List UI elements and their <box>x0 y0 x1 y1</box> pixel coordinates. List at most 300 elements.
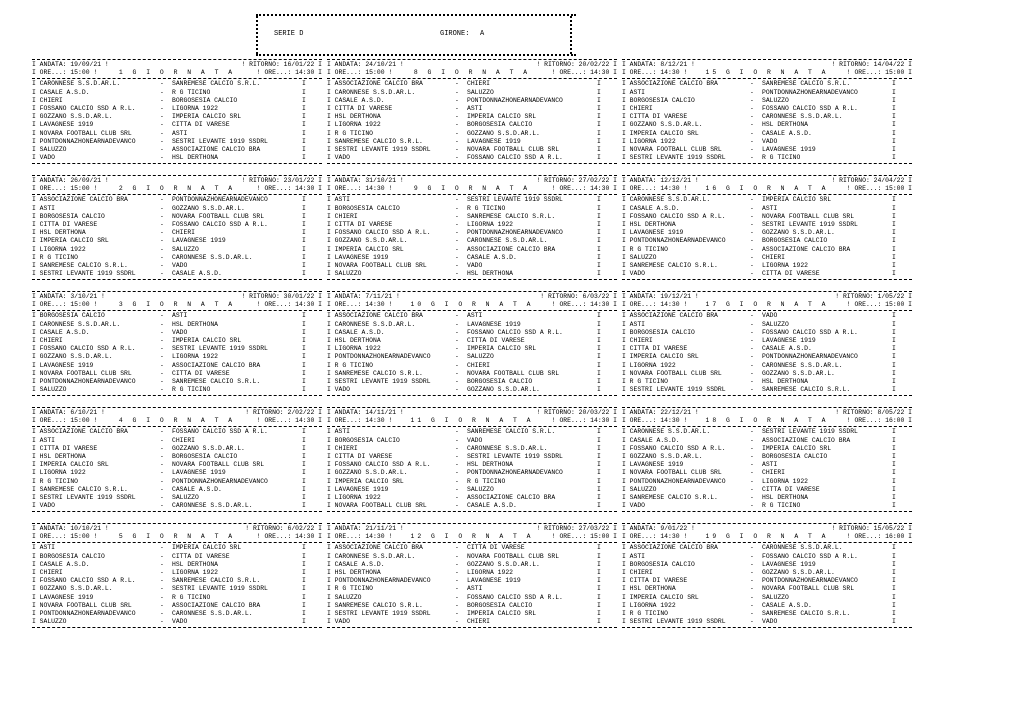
andata-date: I ANDATA: 19/12/21 ! <box>622 293 699 300</box>
row-border: I <box>892 436 896 444</box>
match-row <box>327 237 617 245</box>
away-team: ASTI <box>467 104 483 112</box>
away-team: IMPERIA CALCIO SRL <box>762 444 832 452</box>
giornata-label: 4 G I O R N A T A <box>118 417 236 425</box>
home-team: I CHIERI <box>32 568 63 576</box>
match-dash: - <box>455 80 459 88</box>
away-team: CASALE A.S.D. <box>172 270 222 278</box>
match-row <box>32 544 322 552</box>
home-team: I CITTA DI VARESE <box>622 577 688 585</box>
away-team: SALUZZO <box>467 353 494 361</box>
home-team: I CARONNESE S.S.D.AR.L. <box>327 552 416 560</box>
row-border: I <box>597 436 601 444</box>
row-border: I <box>597 96 601 104</box>
home-team: I LAVAGNESE 1919 <box>32 361 94 369</box>
away-team: LAVAGNESE 1919 <box>172 237 226 245</box>
match-dash: - <box>160 312 164 320</box>
match-dash: - <box>750 436 754 444</box>
andata-date: I ANDATA: 22/12/21 ! <box>622 409 699 416</box>
separator <box>622 511 912 512</box>
row-border: I <box>892 502 896 510</box>
away-team: SESTRI LEVANTE 1919 SSDRL <box>172 137 268 145</box>
match-row <box>32 130 322 138</box>
away-team: LIGORNA 1922 <box>172 353 219 361</box>
row-border: I <box>892 237 896 245</box>
home-team: I LIGORNA 1922 <box>622 361 676 369</box>
row-border: I <box>302 493 306 501</box>
ritorno-date: ! RITORNO: 23/01/22 I <box>241 177 322 184</box>
row-border: I <box>302 577 306 585</box>
match-dash: - <box>455 560 459 568</box>
row-border: I <box>597 113 601 121</box>
home-team: I ASTI <box>327 196 351 204</box>
separator <box>327 175 617 176</box>
match-row <box>327 154 617 162</box>
match-dash: - <box>750 577 754 585</box>
away-team: SANREMESE CALCIO S.R.L. <box>762 80 851 88</box>
giornata-block <box>32 522 322 626</box>
home-team: I SALUZZO <box>327 270 362 278</box>
match-dash: - <box>160 336 164 344</box>
home-team: I SALUZZO <box>622 485 657 493</box>
away-team: CHIERI <box>762 253 786 261</box>
away-team: FOSSANO CALCIO SSD A R.L. <box>172 428 268 436</box>
match-row <box>32 97 322 105</box>
home-team: I BORGOSESIA CALCIO <box>32 552 105 560</box>
away-team: IMPERIA CALCIO SRL <box>467 345 537 353</box>
ore-line <box>327 533 617 541</box>
match-dash: - <box>160 386 164 394</box>
away-team: SESTRI LEVANTE 1919 SSDRL <box>172 585 268 593</box>
row-border: I <box>597 345 601 353</box>
row-border: I <box>892 369 896 377</box>
match-dash: - <box>160 345 164 353</box>
row-border: I <box>892 270 896 278</box>
row-border: I <box>302 154 306 162</box>
away-team: ASTI <box>467 312 483 320</box>
away-team: LIGORNA 1922 <box>467 220 514 228</box>
ritorno-date: ! RITORNO: 20/02/22 I <box>536 61 617 68</box>
home-team: I CARONNESE S.S.D.AR.L. <box>32 320 121 328</box>
row-border: I <box>597 88 601 96</box>
away-team: CARONNESE S.S.D.AR.L. <box>467 444 548 452</box>
giornata-block <box>327 290 617 394</box>
match-row <box>32 445 322 453</box>
home-team: I CARONNESE S.S.D.AR.L. <box>327 88 416 96</box>
match-dash: - <box>750 544 754 552</box>
home-team: I LAVAGNESE 1919 <box>32 121 94 129</box>
row-border: I <box>597 261 601 269</box>
match-dash: - <box>455 436 459 444</box>
home-team: I ASSOCIAZIONE CALCIO BRA <box>622 312 718 320</box>
home-team: I NOVARA FOOTBALL CLUB SRL <box>32 601 132 609</box>
row-border: I <box>892 452 896 460</box>
away-team: NOVARA FOOTBALL CLUB SRL <box>467 552 560 560</box>
match-dash: - <box>750 386 754 394</box>
ore-ritorno: ! ORE...: 14:30 I <box>551 417 617 425</box>
home-team: I CHIERI <box>32 96 63 104</box>
separator <box>622 310 912 311</box>
match-dash: - <box>160 477 164 485</box>
match-row <box>32 321 322 329</box>
match-dash: - <box>160 593 164 601</box>
andata-date: I ANDATA: 31/10/21 ! <box>327 177 404 184</box>
match-dash: - <box>455 320 459 328</box>
match-row <box>622 453 912 461</box>
home-team: I LAVAGNESE 1919 <box>622 229 684 237</box>
row-border: I <box>302 544 306 552</box>
match-dash: - <box>750 345 754 353</box>
title-box-right-border <box>570 16 576 54</box>
row-border: I <box>892 328 896 336</box>
ore-andata: I ORE...: 15:00 ! <box>327 69 393 77</box>
match-row <box>622 229 912 237</box>
home-team: I CHIERI <box>622 336 653 344</box>
match-dash: - <box>160 245 164 253</box>
andata-line <box>622 177 912 185</box>
match-row <box>327 378 617 386</box>
match-row <box>622 121 912 129</box>
home-team: I VADO <box>622 270 646 278</box>
match-row <box>32 312 322 320</box>
separator <box>622 395 912 396</box>
ore-line <box>32 185 322 193</box>
away-team: HSL DERTHONA <box>762 377 809 385</box>
giornata-label: 3 G I O R N A T A <box>118 301 236 309</box>
home-team: I FOSSANO CALCIO SSD A R.L. <box>32 345 136 353</box>
home-team: I LAVAGNESE 1919 <box>327 485 389 493</box>
match-dash: - <box>750 428 754 436</box>
match-row <box>32 80 322 88</box>
match-dash: - <box>160 154 164 162</box>
row-border: I <box>302 261 306 269</box>
away-team: ASSOCIAZIONE CALCIO BRA <box>172 145 261 153</box>
match-row <box>622 362 912 370</box>
row-border: I <box>597 270 601 278</box>
match-row <box>32 478 322 486</box>
home-team: I R G TICINO <box>622 609 669 617</box>
away-team: PONTDONNAZHONEARNADEVANCO <box>762 353 858 361</box>
match-row <box>327 478 617 486</box>
match-dash: - <box>455 544 459 552</box>
row-border: I <box>597 618 601 626</box>
home-team: I CHIERI <box>622 568 653 576</box>
match-dash: - <box>160 88 164 96</box>
home-team: I HSL DERTHONA <box>327 568 381 576</box>
match-row <box>327 469 617 477</box>
away-team: CARONNESE S.S.D.AR.L. <box>467 237 548 245</box>
home-team: I CASALE A.S.D. <box>327 560 385 568</box>
row-border: I <box>597 154 601 162</box>
away-team: FOSSANO CALCIO SSD A R.L. <box>467 328 563 336</box>
row-border: I <box>892 80 896 88</box>
home-team: I LAVAGNESE 1919 <box>327 253 389 261</box>
away-team: NOVARA FOOTBALL CLUB SRL <box>467 145 560 153</box>
match-dash: - <box>160 493 164 501</box>
match-row <box>327 370 617 378</box>
match-dash: - <box>455 361 459 369</box>
row-border: I <box>597 485 601 493</box>
ore-ritorno: ! ORE...: 15:00 I <box>846 185 912 193</box>
match-row <box>622 97 912 105</box>
home-team: I HSL DERTHONA <box>32 452 86 460</box>
andata-line <box>327 293 617 301</box>
row-border: I <box>302 204 306 212</box>
row-border: I <box>302 353 306 361</box>
row-border: I <box>302 560 306 568</box>
ritorno-date: ! RITORNO: 15/05/22 I <box>831 525 912 532</box>
away-team: GOZZANO S.S.D.AR.L. <box>762 369 835 377</box>
away-team: LIGORNA 1922 <box>467 568 514 576</box>
row-border: I <box>597 585 601 593</box>
away-team: BORGOSESIA CALCIO <box>172 96 238 104</box>
match-dash: - <box>160 601 164 609</box>
away-team: NOVARA FOOTBALL CLUB SRL <box>762 212 855 220</box>
match-dash: - <box>455 196 459 204</box>
match-row <box>622 146 912 154</box>
home-team: I HSL DERTHONA <box>622 220 676 228</box>
match-dash: - <box>160 485 164 493</box>
row-border: I <box>597 237 601 245</box>
andata-line <box>327 525 617 533</box>
ritorno-date: ! RITORNO: 27/03/22 I <box>536 525 617 532</box>
separator <box>327 291 617 292</box>
away-team: PONTDONNAZHONEARNADEVANCO <box>467 96 563 104</box>
title-box-left-border <box>256 16 262 54</box>
match-dash: - <box>750 502 754 510</box>
away-team: PONTDONNAZHONEARNADEVANCO <box>467 229 563 237</box>
row-border: I <box>892 336 896 344</box>
away-team: SANREMESE CALCIO S.R.L. <box>172 577 261 585</box>
match-dash: - <box>455 212 459 220</box>
away-team: BORGOSESIA CALCIO <box>467 377 533 385</box>
home-team: I SALUZZO <box>32 386 67 394</box>
match-dash: - <box>455 96 459 104</box>
away-team: VADO <box>762 618 778 626</box>
row-border: I <box>892 444 896 452</box>
away-team: GOZZANO S.S.D.AR.L. <box>762 229 835 237</box>
away-team: LIGORNA 1922 <box>172 104 219 112</box>
match-dash: - <box>160 113 164 121</box>
match-dash: - <box>750 80 754 88</box>
row-border: I <box>892 552 896 560</box>
match-dash: - <box>750 461 754 469</box>
match-dash: - <box>160 469 164 477</box>
giornata-label: 9 G I O R N A T A <box>413 185 531 193</box>
home-team: I SESTRI LEVANTE 1919 SSDRL <box>622 386 726 394</box>
match-dash: - <box>455 601 459 609</box>
match-row <box>622 437 912 445</box>
giornata-block <box>327 406 617 510</box>
ore-line <box>622 533 912 541</box>
match-dash: - <box>750 145 754 153</box>
row-border: I <box>302 386 306 394</box>
separator <box>622 291 912 292</box>
row-border: I <box>597 104 601 112</box>
match-row <box>32 121 322 129</box>
andata-date: I ANDATA: 6/10/21 ! <box>32 409 105 416</box>
away-team: CARONNESE S.S.D.AR.L. <box>762 113 843 121</box>
row-border: I <box>892 568 896 576</box>
away-team: GOZZANO S.S.D.AR.L. <box>467 386 540 394</box>
match-dash: - <box>160 585 164 593</box>
giornata-label: 19 G I O R N A T A <box>705 533 829 541</box>
match-row <box>327 494 617 502</box>
match-row <box>327 262 617 270</box>
separator <box>32 194 322 195</box>
match-dash: - <box>750 609 754 617</box>
ore-andata: I ORE...: 14:30 ! <box>622 417 688 425</box>
home-team: I CASALE A.S.D. <box>327 328 385 336</box>
giornata-block <box>327 522 617 626</box>
row-border: I <box>597 204 601 212</box>
row-border: I <box>302 345 306 353</box>
match-row <box>622 205 912 213</box>
row-border: I <box>892 145 896 153</box>
match-row <box>327 486 617 494</box>
ore-andata: I ORE...: 15:00 ! <box>32 533 98 541</box>
home-team: I SANREMESE CALCIO S.R.L. <box>32 485 128 493</box>
match-dash: - <box>160 320 164 328</box>
match-row <box>327 553 617 561</box>
away-team: CHIERI <box>172 229 196 237</box>
away-team: HSL DERTHONA <box>762 493 809 501</box>
row-border: I <box>302 145 306 153</box>
away-team: VADO <box>172 328 188 336</box>
match-dash: - <box>160 609 164 617</box>
match-row <box>32 370 322 378</box>
row-border: I <box>597 593 601 601</box>
away-team: CARONNESE S.S.D.AR.L. <box>172 502 253 510</box>
home-team: I GOZZANO S.S.D.AR.L. <box>32 585 113 593</box>
giornata-block <box>622 406 912 510</box>
match-dash: - <box>455 593 459 601</box>
match-dash: - <box>455 444 459 452</box>
match-row <box>622 610 912 618</box>
away-team: R G TICINO <box>172 88 211 96</box>
away-team: VADO <box>762 137 778 145</box>
match-dash: - <box>455 477 459 485</box>
home-team: I SESTRI LEVANTE 1919 SSDRL <box>327 377 431 385</box>
row-border: I <box>597 544 601 552</box>
row-border: I <box>892 312 896 320</box>
row-border: I <box>302 312 306 320</box>
ore-line <box>622 185 912 193</box>
row-border: I <box>597 377 601 385</box>
match-row <box>32 237 322 245</box>
match-dash: - <box>455 493 459 501</box>
home-team: I CITTA DI VARESE <box>327 452 393 460</box>
row-border: I <box>302 270 306 278</box>
row-border: I <box>597 361 601 369</box>
home-team: I SALUZZO <box>327 593 362 601</box>
match-row <box>327 337 617 345</box>
home-team: I R G TICINO <box>327 129 374 137</box>
home-team: I R G TICINO <box>327 361 374 369</box>
match-row <box>32 461 322 469</box>
andata-date: I ANDATA: 26/09/21 ! <box>32 177 109 184</box>
away-team: HSL DERTHONA <box>172 154 219 162</box>
giornata-block <box>622 522 912 626</box>
match-row <box>327 321 617 329</box>
match-row <box>327 113 617 121</box>
away-team: LIGORNA 1922 <box>172 568 219 576</box>
andata-line <box>32 177 322 185</box>
away-team: PONTDONNAZHONEARNADEVANCO <box>467 469 563 477</box>
separator <box>32 426 322 427</box>
home-team: I BORGOSESIA CALCIO <box>622 96 695 104</box>
away-team: CARONNESE S.S.D.AR.L. <box>762 361 843 369</box>
match-row <box>327 80 617 88</box>
match-row <box>622 113 912 121</box>
away-team: VADO <box>172 618 188 626</box>
home-team: I BORGOSESIA CALCIO <box>622 328 695 336</box>
home-team: I CITTA DI VARESE <box>32 220 98 228</box>
away-team: SALUZZO <box>762 96 789 104</box>
match-dash: - <box>160 328 164 336</box>
match-dash: - <box>160 361 164 369</box>
match-dash: - <box>455 469 459 477</box>
match-row <box>32 486 322 494</box>
home-team: I BORGOSESIA CALCIO <box>327 436 400 444</box>
home-team: I VADO <box>327 618 351 626</box>
row-border: I <box>302 477 306 485</box>
match-row <box>327 138 617 146</box>
away-team: CARONNESE S.S.D.AR.L. <box>172 253 253 261</box>
row-border: I <box>892 229 896 237</box>
row-border: I <box>597 386 601 394</box>
away-team: BORGOSESIA CALCIO <box>467 601 533 609</box>
row-border: I <box>892 544 896 552</box>
home-team: I FOSSANO CALCIO SSD A R.L. <box>32 104 136 112</box>
row-border: I <box>597 369 601 377</box>
home-team: I ASTI <box>32 436 56 444</box>
match-dash: - <box>160 253 164 261</box>
home-team: I CITTA DI VARESE <box>622 345 688 353</box>
match-dash: - <box>160 461 164 469</box>
row-border: I <box>892 477 896 485</box>
home-team: I NOVARA FOOTBALL CLUB SRL <box>327 261 427 269</box>
match-dash: - <box>750 601 754 609</box>
separator <box>327 627 617 628</box>
away-team: HSL DERTHONA <box>762 121 809 129</box>
row-border: I <box>302 361 306 369</box>
separator <box>622 194 912 195</box>
row-border: I <box>302 568 306 576</box>
separator <box>622 426 912 427</box>
away-team: ASSOCIAZIONE CALCIO BRA <box>762 436 851 444</box>
match-row <box>622 478 912 486</box>
andata-date: I ANDATA: 9/01/22 ! <box>622 525 695 532</box>
andata-line <box>622 61 912 69</box>
row-border: I <box>302 461 306 469</box>
home-team: I CITTA DI VARESE <box>327 104 393 112</box>
andata-date: I ANDATA: 21/11/21 ! <box>327 525 404 532</box>
separator <box>32 78 322 79</box>
home-team: I ASSOCIAZIONE CALCIO BRA <box>327 80 423 88</box>
match-row <box>327 246 617 254</box>
row-border: I <box>302 328 306 336</box>
row-border: I <box>597 245 601 253</box>
match-dash: - <box>750 585 754 593</box>
row-border: I <box>597 312 601 320</box>
home-team: I BORGOSESIA CALCIO <box>32 212 105 220</box>
match-row <box>32 494 322 502</box>
away-team: FOSSANO CALCIO SSD A R.L. <box>762 328 858 336</box>
separator <box>327 395 617 396</box>
ore-line <box>622 301 912 309</box>
away-team: FOSSANO CALCIO SSD A R.L. <box>762 104 858 112</box>
